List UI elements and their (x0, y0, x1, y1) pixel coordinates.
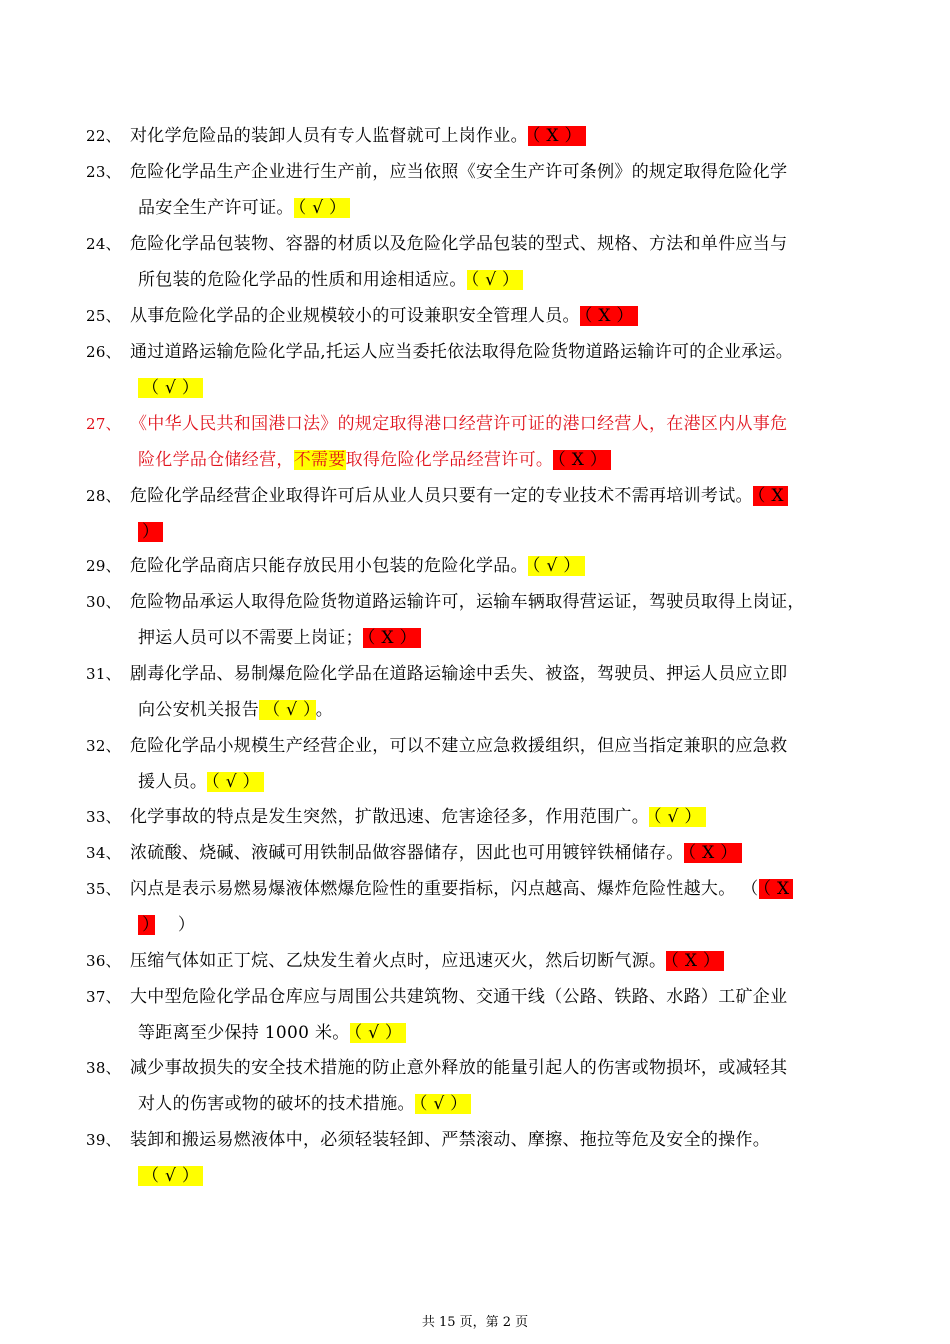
question-item (86, 334, 866, 406)
question-line (130, 442, 866, 478)
question-item (86, 835, 866, 871)
question-text (130, 548, 866, 584)
question-number: 37、 (86, 988, 121, 1006)
question-text (130, 118, 866, 154)
answer-true-mark: （ √ ） (138, 378, 203, 398)
question-line (130, 943, 866, 979)
question-line (130, 979, 866, 1015)
line-text: 对人的伤害或物的破坏的技术措施。 (138, 1094, 415, 1114)
question-text (130, 871, 866, 943)
line-text: 大中型危险化学品仓库应与周围公共建筑物、交通干线（公路、铁路、水路）工矿企业 (130, 987, 788, 1007)
answer-true-mark: （ √ ） (350, 1023, 407, 1043)
question-item (86, 1050, 866, 1122)
question-line (130, 1158, 866, 1194)
question-text (130, 979, 866, 1051)
question-number: 38、 (86, 1059, 121, 1077)
question-line (130, 154, 866, 190)
question-line (130, 656, 866, 692)
answer-false-mark: （ X ） (363, 628, 421, 648)
answer-false-mark: ） (138, 522, 163, 542)
answer-true-mark: （ √ ） (138, 1166, 203, 1186)
question-line (130, 584, 866, 620)
line-text: 向公安机关报告 (138, 700, 260, 720)
line-text: 对化学危险品的装卸人员有专人监督就可上岗作业。 (130, 126, 528, 146)
line-text: 品安全生产许可证。 (138, 198, 294, 218)
question-line (130, 764, 866, 800)
line-text: 危险化学品经营企业取得许可后从业人员只要有一定的专业技术不需再培训考试。 (130, 486, 753, 506)
question-item (86, 478, 866, 550)
line-text: 等距离至少保持 1000 米。 (138, 1023, 350, 1043)
answer-true-mark: （ √ ） (294, 198, 351, 218)
question-item (86, 871, 866, 943)
question-line (130, 406, 866, 442)
answer-true-mark: （ √ ） (528, 556, 585, 576)
question-item (86, 406, 866, 478)
question-number: 31、 (86, 665, 121, 683)
answer-false-mark: （ X ） (553, 450, 611, 470)
answer-false-mark: （ X ） (684, 843, 742, 863)
answer-false-mark: （ X ） (666, 951, 724, 971)
line-text: 押运人员可以不需要上岗证； (138, 628, 363, 648)
answer-true-mark: （ √ ） (649, 807, 706, 827)
question-line (130, 871, 866, 907)
question-text (130, 1122, 866, 1194)
question-text (130, 656, 866, 728)
question-text (130, 478, 866, 550)
line-text: 危险化学品小规模生产经营企业，可以不建立应急救援组织，但应当指定兼职的应急救 (130, 736, 788, 756)
answer-true-mark: （ √ ） (415, 1094, 472, 1114)
question-item (86, 728, 866, 800)
answer-false-mark: （ X (759, 879, 794, 899)
question-number: 36、 (86, 952, 121, 970)
answer-false-mark: （ X ） (528, 126, 586, 146)
question-number: 34、 (86, 844, 121, 862)
question-item (86, 548, 866, 584)
line-text-continued: 取得危险化学品经营许可。 (345, 450, 554, 470)
question-item (86, 298, 866, 334)
question-line (130, 478, 866, 514)
question-text (130, 799, 866, 835)
question-item (86, 584, 866, 656)
question-number: 39、 (86, 1131, 121, 1149)
question-line (130, 514, 866, 550)
line-text: 危险化学品包装物、容器的材质以及危险化学品包装的型式、规格、方法和单件应当与 (130, 234, 788, 254)
question-line (130, 620, 866, 656)
question-item (86, 1122, 866, 1194)
question-line (130, 118, 866, 154)
question-line (130, 370, 866, 406)
question-line (130, 799, 866, 835)
trailing-punctuation: ） (154, 915, 196, 935)
question-line (130, 262, 866, 298)
line-text: 危险化学品生产企业进行生产前，应当依照《安全生产许可条例》的规定取得危险化学 (130, 162, 788, 182)
question-number: 25、 (86, 307, 121, 325)
question-line (130, 835, 866, 871)
question-line (130, 226, 866, 262)
question-line (130, 1050, 866, 1086)
question-number: 27、 (86, 415, 121, 433)
question-line (130, 692, 866, 728)
line-text: 危险化学品商店只能存放民用小包装的危险化学品。 (130, 556, 528, 576)
question-text (130, 154, 866, 226)
line-text: 所包装的危险化学品的性质和用途相适应。 (138, 270, 467, 290)
question-line (130, 190, 866, 226)
question-text (130, 1050, 866, 1122)
page-footer: 共 15 页，第 2 页 (421, 1315, 529, 1330)
question-text (130, 226, 866, 298)
line-text: 浓硫酸、烧碱、液碱可用铁制品做容器储存，因此也可用镀锌铁桶储存。 (130, 843, 684, 863)
trailing-punctuation: 。 (315, 700, 334, 720)
question-line (130, 1086, 866, 1122)
question-line (130, 298, 866, 334)
question-item (86, 799, 866, 835)
question-line (130, 728, 866, 764)
line-text: 减少事故损失的安全技术措施的防止意外释放的能量引起人的伤害或物损坏，或减轻其 (130, 1058, 788, 1078)
question-item (86, 979, 866, 1051)
question-number: 32、 (86, 737, 121, 755)
line-text: 通过道路运输危险化学品,托运人应当委托依法取得危险货物道路运输许可的企业承运。 (130, 342, 794, 362)
question-number: 30、 (86, 593, 121, 611)
answer-false-mark: ） (138, 915, 155, 935)
question-line (130, 1122, 866, 1158)
line-text: 《中华人民共和国港口法》的规定取得港口经营许可证的港口经营人，在港区内从事危 (130, 414, 788, 434)
question-text (130, 584, 866, 656)
question-number: 35、 (86, 880, 121, 898)
line-text: 险化学品仓储经营， (138, 450, 294, 470)
question-number: 26、 (86, 343, 121, 361)
question-text (130, 334, 866, 406)
question-number: 29、 (86, 557, 121, 575)
question-number: 23、 (86, 163, 121, 181)
line-text: 闪点是表示易燃易爆液体燃爆危险性的重要指标，闪点越高、爆炸危险性越大。 （ (130, 879, 759, 899)
line-text: 压缩气体如正丁烷、乙炔发生着火点时，应迅速灭火，然后切断气源。 (130, 951, 667, 971)
question-text (130, 943, 866, 979)
line-text: 援人员。 (138, 772, 208, 792)
question-item (86, 154, 866, 226)
question-line (130, 334, 866, 370)
answer-false-mark: （ X (753, 486, 788, 506)
question-item (86, 226, 866, 298)
highlighted-phrase: 不需要 (293, 450, 346, 470)
question-item (86, 943, 866, 979)
line-text: 装卸和搬运易燃液体中，必须轻装轻卸、严禁滚动、摩擦、拖拉等危及安全的操作。 (130, 1130, 771, 1150)
line-text: 化学事故的特点是发生突然，扩散迅速、危害途径多，作用范围广。 (130, 807, 649, 827)
line-text: 剧毒化学品、易制爆危险化学品在道路运输途中丢失、被盗，驾驶员、押运人员应立即 (130, 664, 788, 684)
answer-true-mark: （ √ ） (259, 700, 316, 720)
question-text (130, 406, 866, 478)
question-number: 28、 (86, 487, 121, 505)
line-text: 危险物品承运人取得危险货物道路运输许可，运输车辆取得营运证，驾驶员取得上岗证， (130, 592, 805, 612)
answer-true-mark: （ √ ） (207, 772, 264, 792)
question-number: 24、 (86, 235, 121, 253)
question-number: 33、 (86, 808, 121, 826)
question-line (130, 907, 866, 943)
question-text (130, 728, 866, 800)
question-number: 22、 (86, 127, 121, 145)
question-text (130, 298, 866, 334)
answer-false-mark: （ X ） (580, 306, 638, 326)
question-line (130, 548, 866, 584)
question-item (86, 656, 866, 728)
line-text: 从事危险化学品的企业规模较小的可设兼职安全管理人员。 (130, 306, 580, 326)
question-line (130, 1015, 866, 1051)
question-text (130, 835, 866, 871)
answer-true-mark: （ √ ） (467, 270, 524, 290)
question-item (86, 118, 866, 154)
